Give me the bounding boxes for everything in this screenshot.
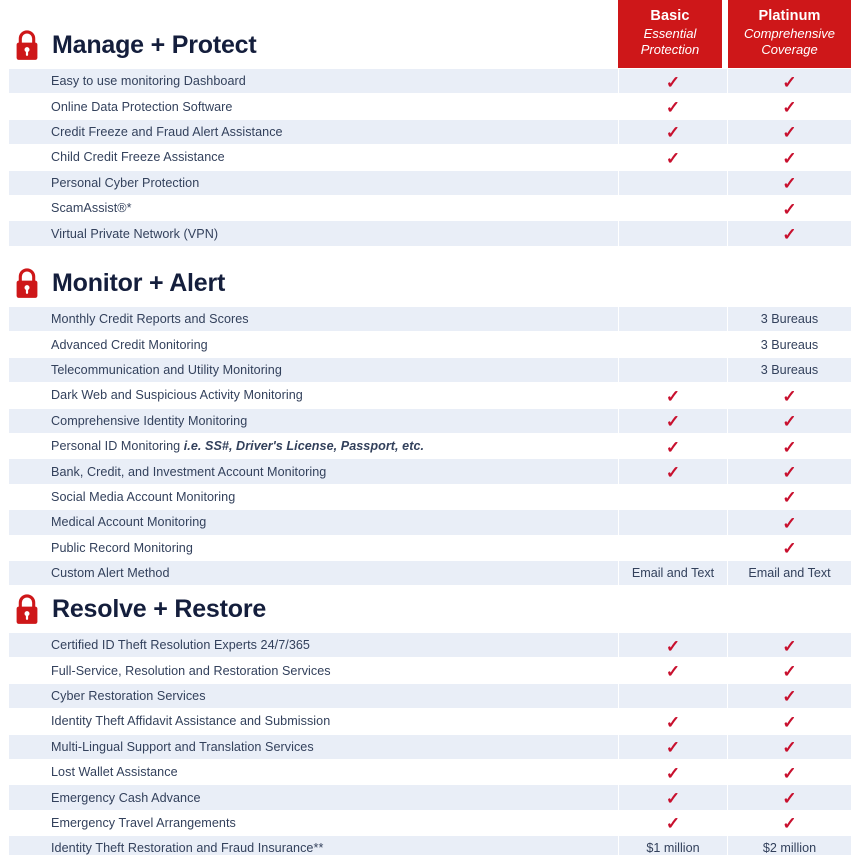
table-row: [9, 119, 852, 144]
feature-label: Easy to use monitoring Dashboard: [9, 69, 619, 94]
cell-basic: [619, 119, 728, 144]
check-icon: ✓: [665, 412, 681, 432]
cell-basic: [619, 683, 728, 708]
check-icon: ✓: [665, 463, 681, 483]
check-icon: ✓: [782, 539, 797, 559]
feature-label: Dark Web and Suspicious Activity Monitoring: [9, 383, 619, 408]
check-icon: ✓: [782, 463, 797, 483]
check-icon: ✓: [782, 763, 797, 783]
section-resolve-restore: [0, 586, 863, 855]
check-icon: ✓: [782, 386, 797, 406]
table-row: [9, 810, 852, 835]
check-icon: ✓: [665, 738, 681, 758]
cell-basic: [619, 658, 728, 683]
cell-platinum: [728, 810, 852, 835]
check-icon: ✓: [782, 437, 797, 457]
table-row: [9, 307, 852, 332]
cell-platinum: [728, 94, 852, 119]
feature-label: Virtual Private Network (VPN): [9, 221, 619, 246]
table-row: [9, 170, 852, 195]
cell-basic: [619, 810, 728, 835]
check-icon: ✓: [782, 98, 797, 118]
section-header: [0, 22, 863, 68]
table-row: [9, 459, 852, 484]
check-icon: ✓: [782, 174, 797, 194]
table-row: [9, 510, 852, 535]
table-row: [9, 683, 852, 708]
cell-basic: [619, 484, 728, 509]
check-icon: ✓: [665, 789, 681, 809]
cell-platinum: [728, 510, 852, 535]
table-row: [9, 658, 852, 683]
cell-basic: [619, 759, 728, 784]
check-icon: ✓: [665, 636, 681, 656]
feature-label: Monthly Credit Reports and Scores: [9, 307, 619, 332]
padlock-icon: [14, 30, 40, 61]
cell-platinum: Email and Text: [728, 560, 852, 585]
table-row: [9, 734, 852, 759]
section-manage-protect: [0, 22, 863, 247]
cell-basic: [619, 535, 728, 560]
check-icon: ✓: [665, 814, 681, 834]
cell-platinum: [728, 433, 852, 458]
plan-header-platinum-subtitle-line2: Coverage: [761, 42, 818, 58]
feature-label: Social Media Account Monitoring: [9, 484, 619, 509]
check-icon: ✓: [782, 738, 797, 758]
feature-label: Personal Cyber Protection: [9, 170, 619, 195]
cell-platinum: 3 Bureaus: [728, 357, 852, 382]
table-row: [9, 145, 852, 170]
feature-label: Emergency Travel Arrangements: [9, 810, 619, 835]
cell-basic: [619, 709, 728, 734]
cell-platinum: [728, 170, 852, 195]
cell-platinum: [728, 709, 852, 734]
check-icon: ✓: [665, 98, 681, 118]
check-icon: ✓: [782, 412, 797, 432]
feature-label: Personal ID Monitoring i.e. SS#, Driver's License, Passport, etc.: [9, 433, 619, 458]
cell-platinum: [728, 119, 852, 144]
cell-basic: [619, 170, 728, 195]
feature-label: Multi-Lingual Support and Translation Services: [9, 734, 619, 759]
check-icon: ✓: [782, 662, 797, 682]
cell-basic: [619, 433, 728, 458]
check-icon: ✓: [665, 437, 681, 457]
cell-platinum: [728, 759, 852, 784]
table-row: [9, 195, 852, 220]
padlock-icon: [14, 594, 40, 625]
cell-basic: [619, 734, 728, 759]
section-monitor-alert: [0, 260, 863, 586]
cell-basic: [619, 383, 728, 408]
section-title: Resolve + Restore: [52, 594, 267, 623]
cell-basic: [619, 195, 728, 220]
check-icon: ✓: [782, 513, 797, 533]
cell-platinum: [728, 633, 852, 658]
check-icon: ✓: [665, 148, 681, 168]
cell-platinum: [728, 221, 852, 246]
feature-label: Certified ID Theft Resolution Experts 24/7/365: [9, 633, 619, 658]
table-row: [9, 332, 852, 357]
feature-label: Advanced Credit Monitoring: [9, 332, 619, 357]
table-row: [9, 408, 852, 433]
padlock-icon: [14, 268, 40, 299]
table-row: [9, 357, 852, 382]
comparison-table: [8, 632, 852, 855]
check-icon: ✓: [782, 712, 797, 732]
plan-header-platinum-subtitle-line1: Comprehensive: [743, 25, 836, 41]
comparison-table: [8, 68, 852, 247]
check-icon: ✓: [782, 199, 797, 219]
check-icon: ✓: [782, 789, 797, 809]
cell-basic: [619, 459, 728, 484]
feature-label: Cyber Restoration Services: [9, 683, 619, 708]
cell-basic: [619, 633, 728, 658]
feature-label: Telecommunication and Utility Monitoring: [9, 357, 619, 382]
feature-label: Full-Service, Resolution and Restoration Services: [9, 658, 619, 683]
plan-header-basic-name: Basic: [650, 8, 690, 25]
cell-basic: Email and Text: [619, 560, 728, 585]
feature-label: Medical Account Monitoring: [9, 510, 619, 535]
table-row: [9, 785, 852, 810]
cell-platinum: $2 million: [728, 836, 852, 855]
table-row: [9, 94, 852, 119]
cell-platinum: [728, 683, 852, 708]
table-row: [9, 69, 852, 94]
table-row: [9, 759, 852, 784]
check-icon: ✓: [782, 687, 797, 707]
check-icon: ✓: [665, 123, 681, 143]
cell-platinum: [728, 785, 852, 810]
table-row: [9, 221, 852, 246]
feature-label: Comprehensive Identity Monitoring: [9, 408, 619, 433]
plan-header-basic-subtitle-line1: Essential: [643, 25, 697, 41]
table-row: [9, 836, 852, 855]
cell-basic: [619, 94, 728, 119]
check-icon: ✓: [665, 763, 681, 783]
cell-basic: [619, 332, 728, 357]
feature-label: Credit Freeze and Fraud Alert Assistance: [9, 119, 619, 144]
feature-label: Custom Alert Method: [9, 560, 619, 585]
cell-basic: [619, 785, 728, 810]
section-title: Monitor + Alert: [52, 268, 226, 297]
cell-platinum: [728, 195, 852, 220]
check-icon: ✓: [782, 72, 797, 92]
cell-platinum: [728, 459, 852, 484]
check-icon: ✓: [665, 386, 681, 406]
cell-basic: [619, 408, 728, 433]
cell-basic: [619, 221, 728, 246]
check-icon: ✓: [782, 148, 797, 168]
cell-platinum: [728, 383, 852, 408]
table-row: [9, 633, 852, 658]
check-icon: ✓: [782, 488, 797, 508]
cell-platinum: [728, 69, 852, 94]
plan-header-basic-subtitle-line2: Protection: [640, 42, 700, 58]
cell-platinum: [728, 408, 852, 433]
section-header: [0, 586, 863, 632]
feature-label: Lost Wallet Assistance: [9, 759, 619, 784]
check-icon: ✓: [665, 662, 681, 682]
cell-basic: $1 million: [619, 836, 728, 855]
cell-basic: [619, 145, 728, 170]
cell-platinum: 3 Bureaus: [728, 307, 852, 332]
cell-platinum: [728, 145, 852, 170]
table-body: [9, 69, 852, 247]
feature-label: ScamAssist®*: [9, 195, 619, 220]
check-icon: ✓: [665, 72, 681, 92]
section-title: Manage + Protect: [52, 30, 257, 59]
plan-header-platinum-name: Platinum: [758, 8, 821, 25]
check-icon: ✓: [782, 225, 797, 245]
feature-label: Identity Theft Affidavit Assistance and Submission: [9, 709, 619, 734]
cell-platinum: [728, 535, 852, 560]
cell-platinum: [728, 484, 852, 509]
check-icon: ✓: [782, 636, 797, 656]
check-icon: ✓: [782, 123, 797, 143]
table-row: [9, 433, 852, 458]
feature-label: Online Data Protection Software: [9, 94, 619, 119]
table-row: [9, 383, 852, 408]
check-icon: ✓: [782, 814, 797, 834]
cell-platinum: [728, 734, 852, 759]
table-row: [9, 484, 852, 509]
feature-label: Emergency Cash Advance: [9, 785, 619, 810]
cell-platinum: 3 Bureaus: [728, 332, 852, 357]
table-row: [9, 535, 852, 560]
table-row: [9, 709, 852, 734]
feature-label: Identity Theft Restoration and Fraud Insurance**: [9, 836, 619, 855]
section-header: [0, 260, 863, 306]
cell-basic: [619, 357, 728, 382]
feature-label-emphasis: i.e. SS#, Driver's License, Passport, etc.: [183, 439, 425, 454]
cell-basic: [619, 69, 728, 94]
feature-label: Public Record Monitoring: [9, 535, 619, 560]
table-body: [9, 307, 852, 586]
table-row: [9, 560, 852, 585]
table-body: [9, 633, 852, 855]
cell-basic: [619, 510, 728, 535]
comparison-table: [8, 306, 852, 586]
check-icon: ✓: [665, 712, 681, 732]
feature-label: Child Credit Freeze Assistance: [9, 145, 619, 170]
feature-label: Bank, Credit, and Investment Account Monitoring: [9, 459, 619, 484]
cell-platinum: [728, 658, 852, 683]
cell-basic: [619, 307, 728, 332]
